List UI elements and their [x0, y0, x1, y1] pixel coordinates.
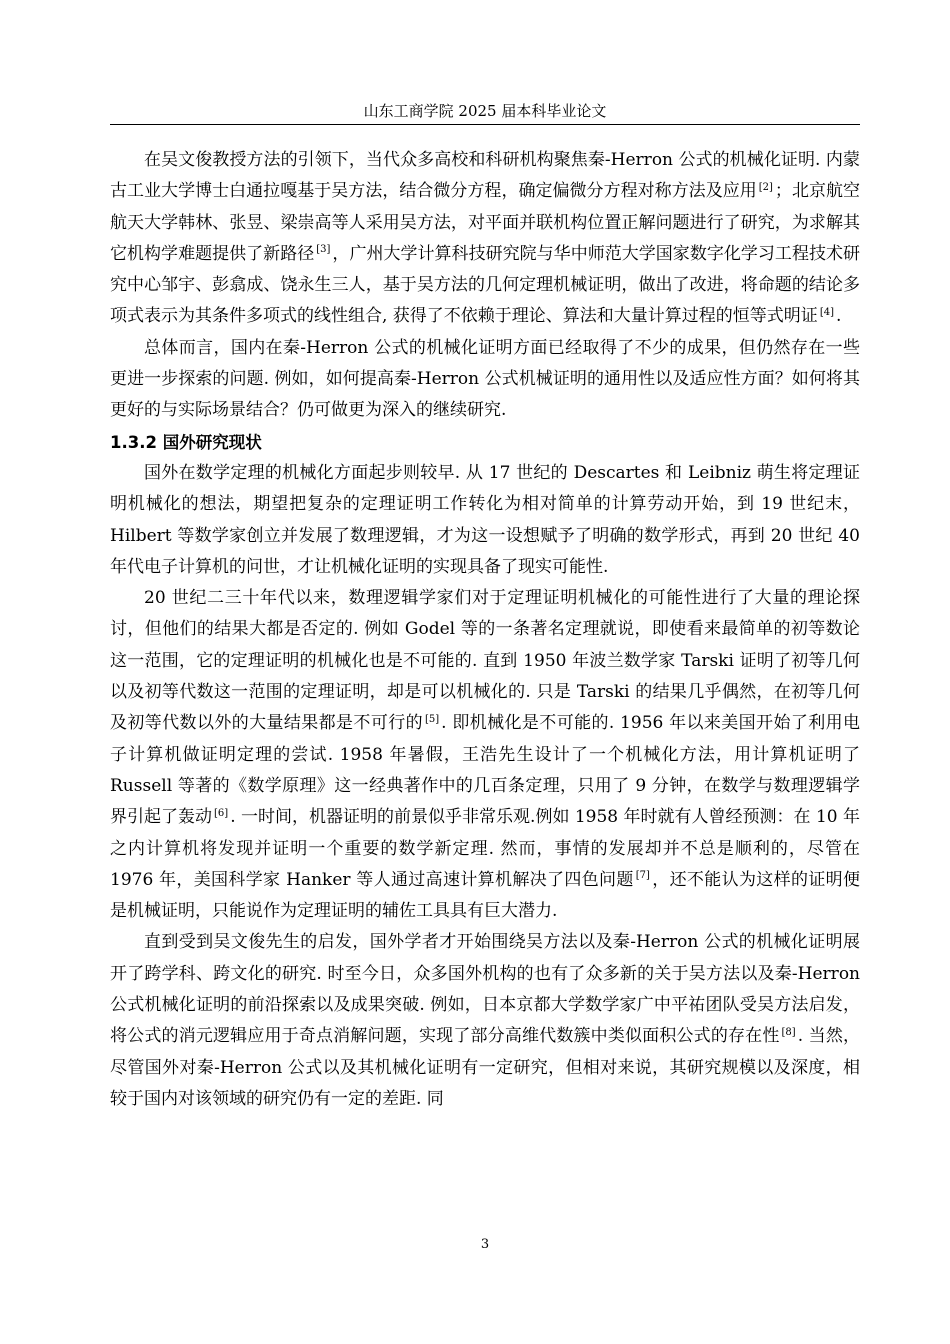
citation-marker: [8]	[781, 1026, 796, 1038]
citation-marker: [2]	[758, 181, 773, 193]
citation-marker: [6]	[214, 807, 229, 819]
paragraph-text: . 当然，尽管国外对秦-Herron 公式以及其机械化证明有一定研究，但相对来说，其研究规模以及深度，相较于国内对该领域的研究仍有一定的差距. 同	[110, 1026, 860, 1109]
paragraph-text: . 一时间，机器证明的前景似乎非常乐观.例如 1958 年时就有人曾经预测：在 10 年之内计算机将发现并证明一个重要的数学新定理. 然而，事情的发展却并不总是顺利的，尽管在 1976 年，美国科学家 Hanker 等人通过高速计算机解决了四色问题	[110, 807, 860, 890]
paragraph-text: ，广州大学计算科技研究院与华中师范大学国家数字化学习工程技术研究中心邹宇、彭翕成、饶永生三人，基于吴方法的几何定理机械证明，做出了改进，将命题的结论多项式表示为其条件多项式的线性组合, 获得了不依赖于理论、算法和大量计算过程的恒等式明证	[110, 243, 861, 327]
paragraph-text: 20 世纪二三十年代以来，数理逻辑学家们对于定理证明机械化的可能性进行了大量的理论探讨，但他们的结果大都是否定的. 例如 Godel 等的一条著名定理就说，即使看来最简单的初等数论这一范围，它的定理证明的机械化也是不可能的. 直到 1950 年波兰数学家 Tarski 证明了初等几何以及初等代数这一范围的定理证明，却是可以机械化的. 只是 Tarski 的结果几乎偶然，在初等几何及初等代数以外的大量结果都是不可行的	[110, 588, 860, 734]
paragraph-text: 在吴文俊教授方法的引领下，当代众多高校和科研机构聚焦秦-Herron 公式的机械化证明. 内蒙古工业大学博士白通拉嘎基于吴方法，结合微分方程，确定偏微分方程对称方法及应用	[110, 150, 860, 202]
citation-marker: [3]	[316, 244, 331, 256]
paragraph-text: 直到受到吴文俊先生的启发，国外学者才开始围绕吴方法以及秦-Herron 公式的机械化证明展开了跨学科、跨文化的研究. 时至今日，众多国外机构的也有了众多新的关于吴方法以及秦-Herron 公式机械化证明的前沿探索以及成果突破. 例如，日本京都大学数学家广中平祐团队受吴方法启发，将公式的消元逻辑应用于奇点消解问题，实现了部分高维代数簇中类似面积公式的存在性	[110, 932, 860, 1047]
paragraph-domestic-research	[110, 145, 860, 333]
paragraph-text: .	[835, 306, 842, 327]
page-number: 3	[480, 1237, 490, 1252]
running-header: 山东工商学院 2025 届本科毕业论文	[363, 102, 607, 120]
citation-marker: [4]	[819, 306, 834, 318]
paragraph-text: ；北京航空航天大学韩林、张昱、梁崇高等人采用吴方法，对平面并联机构位置正解问题进行了研究，为求解其它机构学难题提供了新路径	[110, 181, 861, 264]
paragraph-foreign-wu-method	[110, 927, 860, 1115]
paragraph-domestic-summary: 总体而言，国内在秦-Herron 公式的机械化证明方面已经取得了不少的成果，但仍然存在一些更进一步探索的问题. 例如，如何提高秦-Herron 公式机械证明的通用性以及适应性方面？如何将其更好的与实际场景结合？仍可做更为深入的继续研究.	[110, 337, 860, 421]
paragraph-foreign-logic	[110, 583, 860, 927]
citation-marker: [5]	[425, 713, 440, 725]
paragraph-text: ，还不能认为这样的证明便是机械证明，只能说作为定理证明的辅佐工具具有巨大潜力.	[110, 869, 860, 922]
page-body	[110, 145, 860, 1115]
paragraph-foreign-history: 国外在数学定理的机械化方面起步则较早. 从 17 世纪的 Descartes 和 Leibniz 萌生将定理证明机械化的想法，期望把复杂的定理证明工作转化为相对简单的计算劳动开始，到 19 世纪末，Hilbert 等数学家创立并发展了数理逻辑，才为这一设想赋予了明确的数学形式，再到 20 世纪 40 年代电子计算机的问世，才让机械化证明的实现具备了现实可能性.	[110, 462, 860, 577]
citation-marker: [7]	[635, 870, 650, 882]
header-rule	[110, 124, 860, 125]
paragraph-text: . 即机械化是不可能的. 1956 年以来美国开始了利用电子计算机做证明定理的尝试. 1958 年暑假，王浩先生设计了一个机械化方法，用计算机证明了 Russell 等著的《数学原理》这一经典著作中的几百条定理，只用了 9 分钟，在数学与数理逻辑学界引起了轰动	[110, 713, 860, 828]
section-heading: 1.3.2 国外研究现状	[110, 432, 262, 452]
